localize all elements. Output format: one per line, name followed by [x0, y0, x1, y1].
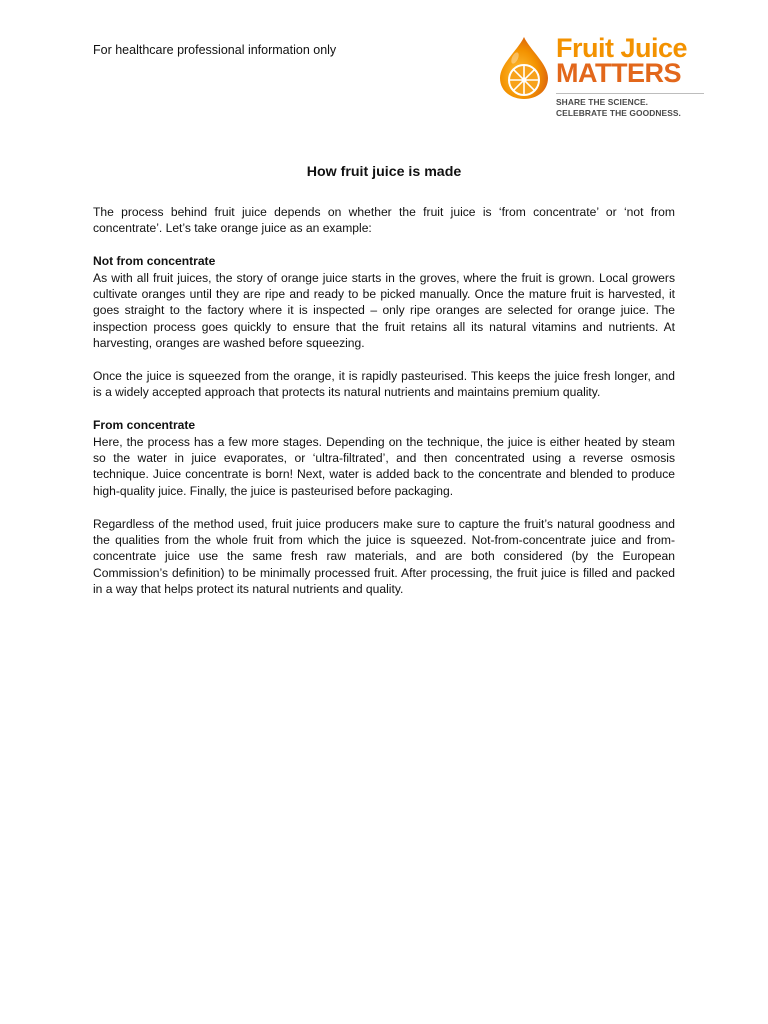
fruit-juice-matters-logo	[494, 34, 708, 122]
intro-paragraph: The process behind fruit juice depends on whether the fruit juice is ‘from concentrate’ or ‘not from concentrate’. Let’s take orange juice as an example:	[93, 205, 675, 236]
closing-paragraph: Regardless of the method used, fruit juice producers make sure to capture the fruit’s natural goodness and the qualities from the whole fruit from which the juice is squeezed. Not-from-concentrate juice and from-concentrate juice use the same fresh raw materials, and are both considered (by the European Commission’s definition) to be minimally processed fruit. After processing, the fruit juice is filled and packed in a way that helps protect its natural nutrients and quality.	[93, 516, 675, 597]
logo-tagline-line1: SHARE THE SCIENCE.	[556, 97, 649, 107]
paragraph-pasteurisation: Once the juice is squeezed from the orange, it is rapidly pasteurised. This keeps the juice fresh longer, and is a widely accepted approach that protects its natural nutrients and maintains premium quality.	[93, 369, 675, 400]
document-body	[93, 204, 675, 614]
page-title: How fruit juice is made	[306, 164, 462, 180]
logo-wordmark	[556, 33, 688, 88]
logo-wordmark-line2: MATTERS	[556, 58, 681, 88]
logo-tagline-line2: CELEBRATE THE GOODNESS.	[556, 108, 681, 118]
paragraph-not-from-concentrate: As with all fruit juices, the story of orange juice starts in the groves, where the fruit is grown. Local growers cultivate oranges until they are ripe and ready to be picked manually. Once the mature fruit is harvested, it goes straight to the factory where it is inspected – only ripe oranges are selected for orange juice. The inspection process goes quickly to ensure that the fruit retains all its natural vitamins and nutrients. At harvesting, oranges are washed before squeezing.	[93, 270, 675, 351]
logo-wordmark-line1: Fruit Juice	[556, 33, 688, 63]
logo-tagline	[556, 97, 681, 119]
disclaimer-text: For healthcare professional information only	[93, 43, 337, 57]
orange-drop-icon	[494, 36, 554, 100]
section-heading-not-from-concentrate: Not from concentrate	[93, 254, 216, 269]
logo-divider	[556, 93, 704, 94]
section-heading-from-concentrate: From concentrate	[93, 418, 196, 433]
paragraph-from-concentrate: Here, the process has a few more stages. Depending on the technique, the juice is either heated by steam so the water in juice evaporates, or ‘ultra-filtrated’, and then concentrated using a reverse osmosis technique. Juice concentrate is born! Next, water is added back to the concentrate and blended to produce high-quality juice. Finally, the juice is pasteurised before packaging.	[93, 434, 675, 498]
